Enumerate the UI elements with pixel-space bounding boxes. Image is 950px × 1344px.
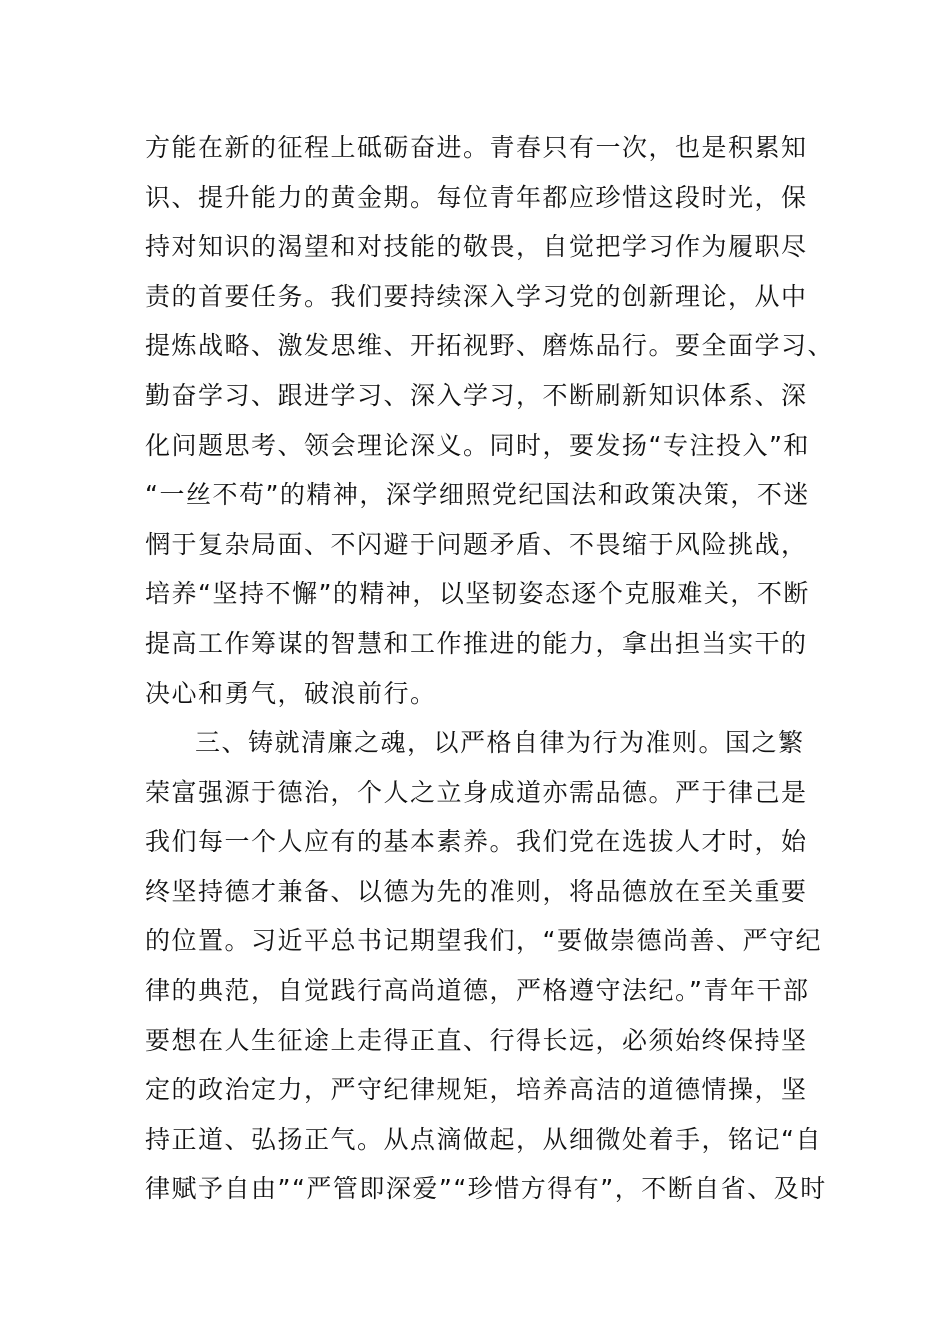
text-line: 提高工作筹谋的智慧和工作推进的能力，拿出担当实干的 — [145, 628, 808, 658]
text-line: 我们每一个人应有的基本素养。我们党在选拔人才时，始 — [145, 827, 808, 857]
text-line: 勤奋学习、跟进学习、深入学习，不断刷新知识体系、深 — [145, 380, 808, 410]
text-line: 责的首要任务。我们要持续深入学习党的创新理论，从中 — [145, 281, 808, 311]
text-line: 决心和勇气，破浪前行。 — [145, 678, 437, 708]
text-line: 的位置。习近平总书记期望我们，“要做崇德尚善、严守纪 — [145, 926, 822, 956]
text-line: 方能在新的征程上砥砺奋进。青春只有一次，也是积累知 — [145, 133, 808, 162]
text-line: 持正道、弘扬正气。从点滴做起，从细微处着手，铭记“自 — [145, 1124, 822, 1154]
text-line: 惘于复杂局面、不闪避于问题矛盾、不畏缩于风险挑战， — [145, 529, 808, 559]
text-line: 荣富强源于德治，个人之立身成道亦需品德。严于律己是 — [145, 777, 808, 807]
paragraph-section-three — [145, 718, 827, 1214]
text-line: 要想在人生征途上走得正直、行得长远，必须始终保持坚 — [145, 1025, 808, 1055]
text-line: 识、提升能力的黄金期。每位青年都应珍惜这段时光，保 — [145, 182, 808, 212]
text-line: “一丝不苟”的精神，深学细照党纪国法和政策决策，不迷 — [145, 480, 810, 510]
section-heading-line: 三、铸就清廉之魂，以严格自律为行为准则。国之繁 — [195, 728, 805, 757]
text-line: 化问题思考、领会理论深义。同时，要发扬“专注投入”和 — [145, 430, 810, 460]
text-line: 律赋予自由”“严管即深爱”“珍惜方得有”，不断自省、及时 — [145, 1174, 827, 1204]
paragraph-continuation — [145, 123, 835, 718]
text-line: 律的典范，自觉践行高尚道德，严格遵守法纪。”青年干部 — [145, 975, 810, 1005]
text-line: 提炼战略、激发思维、开拓视野、磨炼品行。要全面学习、 — [145, 331, 835, 361]
text-line: 终坚持德才兼备、以德为先的准则，将品德放在至关重要 — [145, 876, 808, 906]
text-line: 培养“坚持不懈”的精神，以坚韧姿态逐个克服难关，不断 — [145, 579, 810, 609]
text-line: 持对知识的渴望和对技能的敬畏，自觉把学习作为履职尽 — [145, 232, 808, 262]
text-line: 定的政治定力，严守纪律规矩，培养高洁的道德情操，坚 — [145, 1075, 808, 1105]
